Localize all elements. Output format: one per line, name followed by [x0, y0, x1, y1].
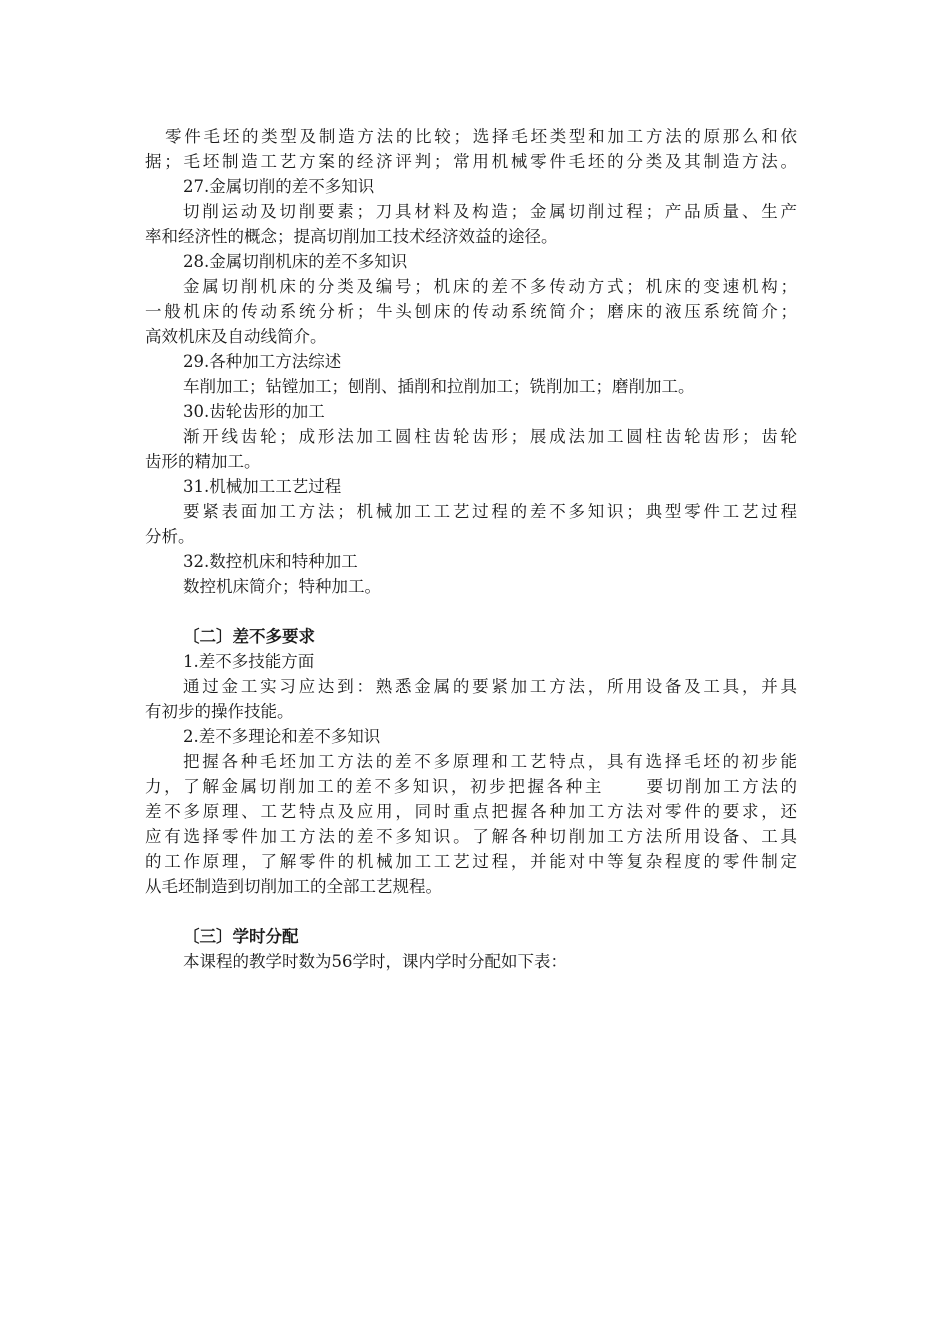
paragraph-line: 数控机床简介；特种加工。 — [183, 577, 381, 596]
subheading-theory: 2.差不多理论和差不多知识 — [183, 727, 381, 746]
paragraph-line: 通过金工实习应达到：熟悉金属的要紧加工方法，所用设备及工具，并具 — [183, 677, 797, 696]
paragraph-line: 金属切削机床的分类及编号；机床的差不多传动方式；机床的变速机构； — [183, 277, 797, 296]
section-heading-31: 31.机械加工工艺过程 — [183, 477, 342, 496]
paragraph-line: 一般机床的传动系统分析；牛头刨床的传动系统简介；磨床的液压系统简介； — [145, 302, 797, 321]
paragraph-line: 差不多原理、工艺特点及应用，同时重点把握各种加工方法对零件的要求，还 — [145, 802, 797, 821]
section-heading-27: 27.金属切削的差不多知识 — [183, 177, 375, 196]
paragraph-line: 的工作原理，了解零件的机械加工工艺过程，并能对中等复杂程度的零件制定 — [145, 852, 797, 871]
paragraph-line: 本课程的教学时数为56学时，课内学时分配如下表： — [183, 952, 567, 971]
section-heading-30: 30.齿轮齿形的加工 — [183, 402, 325, 421]
blank-line — [145, 899, 797, 924]
paragraph-line: 高效机床及自动线简介。 — [145, 327, 327, 346]
section-heading-29: 29.各种加工方法综述 — [183, 352, 342, 371]
paragraph-line: 应有选择零件加工方法的差不多知识。了解各种切削加工方法所用设备、工具 — [145, 827, 797, 846]
paragraph-line: 零件毛坯的类型及制造方法的比较；选择毛坯类型和加工方法的原那么和依 — [165, 127, 797, 146]
paragraph-line: 从毛坯制造到切削加工的全部工艺规程。 — [145, 877, 442, 896]
section-heading-32: 32.数控机床和特种加工 — [183, 552, 358, 571]
section-heading-28: 28.金属切削机床的差不多知识 — [183, 252, 408, 271]
section-heading-hours: 〔三〕学时分配 — [183, 927, 299, 946]
paragraph-line: 有初步的操作技能。 — [145, 702, 294, 721]
paragraph-line: 据；毛坯制造工艺方案的经济评判；常用机械零件毛坯的分类及其制造方法。 — [145, 152, 797, 171]
paragraph-line: 车削加工；钻镗加工；刨削、插削和拉削加工；铣削加工；磨削加工。 — [183, 377, 695, 396]
subheading-skills: 1.差不多技能方面 — [183, 652, 315, 671]
paragraph-line: 要紧表面加工方法；机械加工工艺过程的差不多知识；典型零件工艺过程 — [183, 502, 797, 521]
paragraph-line — [145, 774, 797, 799]
paragraph-fragment: 力，了解金属切削加工的差不多知识，初步把握各种主 — [145, 777, 604, 796]
blank-line — [145, 599, 797, 624]
section-heading-basic-requirements: 〔二〕差不多要求 — [183, 627, 315, 646]
paragraph-line: 切削运动及切削要素；刀具材料及构造；金属切削过程；产品质量、生产 — [183, 202, 797, 221]
paragraph-fragment: 要切削加工方法的 — [644, 777, 797, 796]
paragraph-line: 渐开线齿轮；成形法加工圆柱齿轮齿形；展成法加工圆柱齿轮齿形；齿轮 — [183, 427, 797, 446]
document-page — [145, 124, 797, 974]
paragraph-line: 率和经济性的概念；提高切削加工技术经济效益的途径。 — [145, 227, 558, 246]
paragraph-line: 分析。 — [145, 527, 195, 546]
paragraph-line: 齿形的精加工。 — [145, 452, 261, 471]
paragraph-line: 把握各种毛坯加工方法的差不多原理和工艺特点，具有选择毛坯的初步能 — [183, 752, 797, 771]
